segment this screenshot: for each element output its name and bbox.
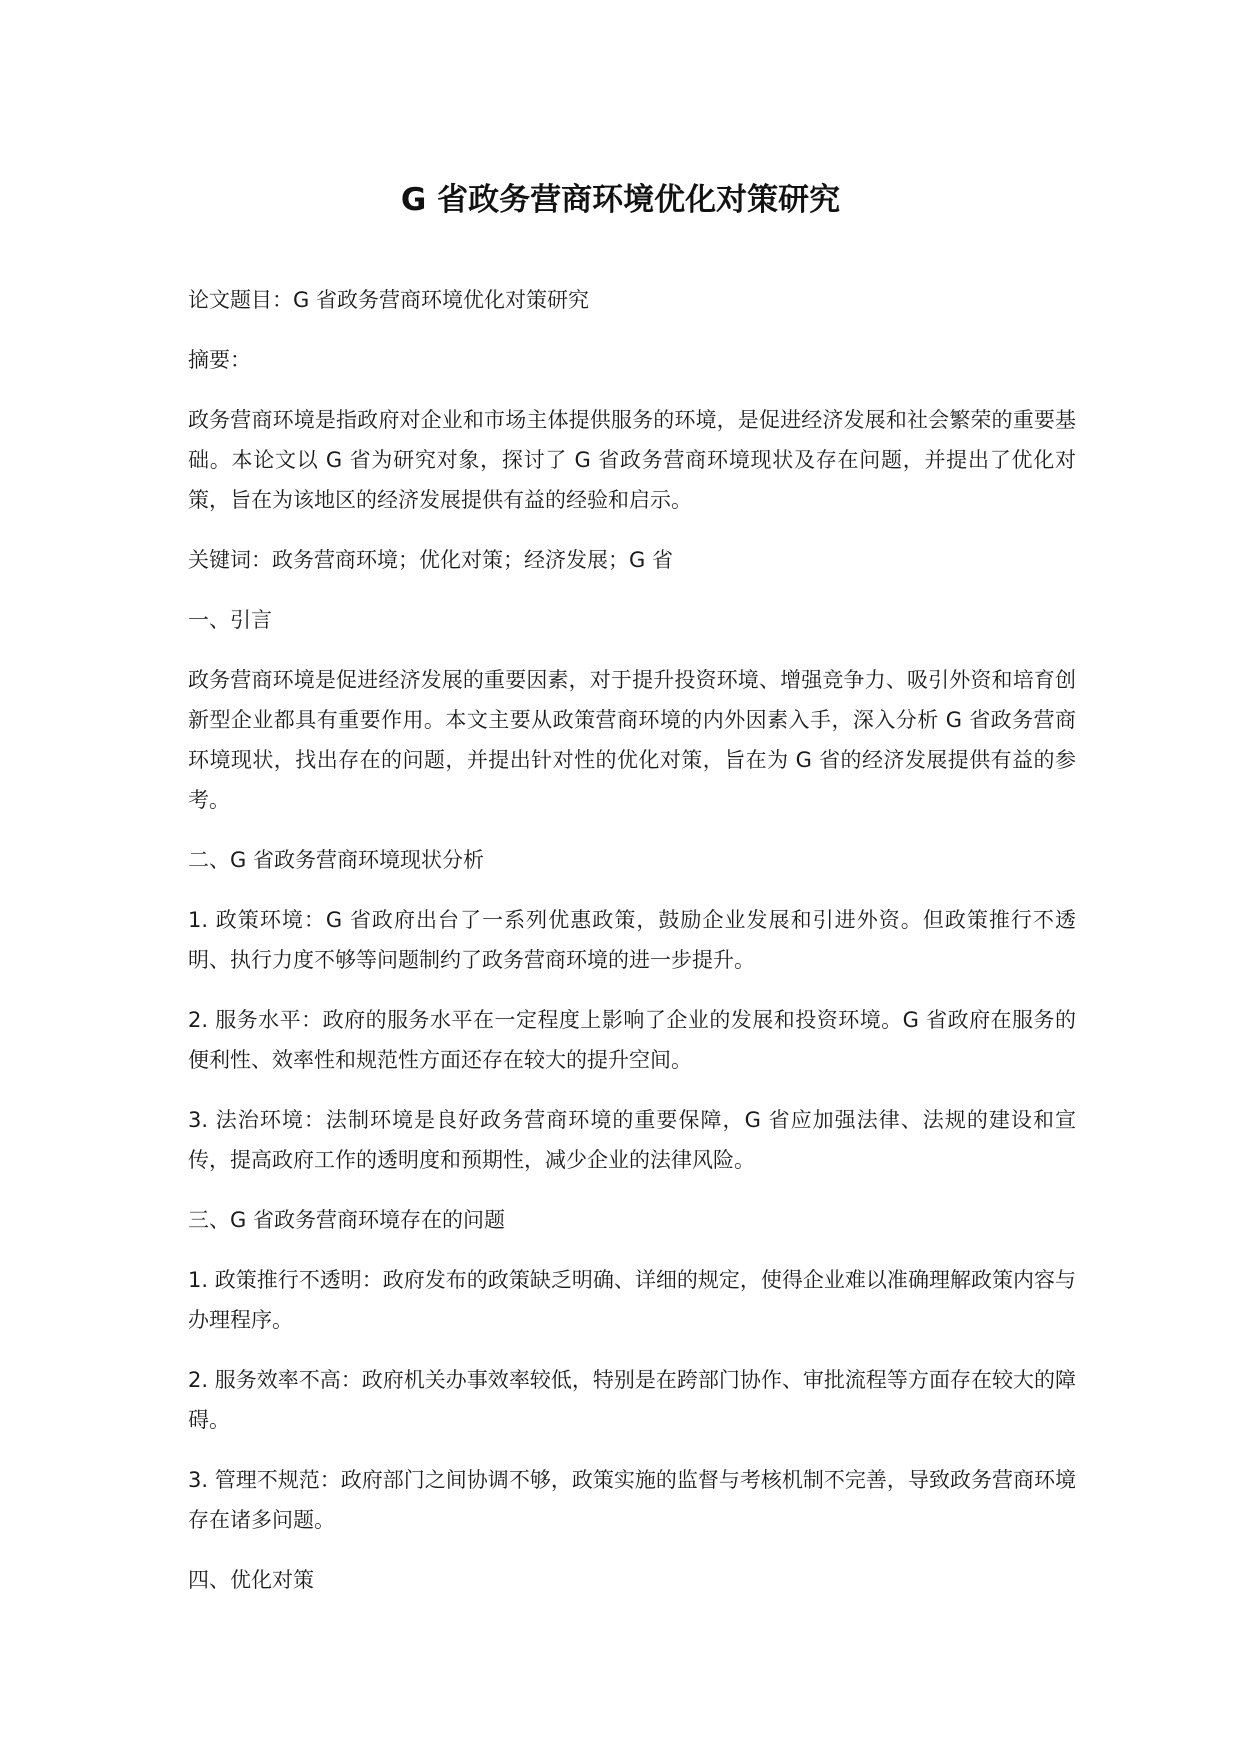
problem-item-efficiency: 2. 服务效率不高：政府机关办事效率较低，特别是在跨部门协作、审批流程等方面存在较大的障碍。 [188, 1368, 1076, 1432]
section-heading-countermeasures: 四、优化对策 [188, 1568, 314, 1592]
section-heading-introduction: 一、引言 [188, 608, 272, 632]
document-body [188, 280, 1076, 1620]
status-item-legal: 3. 法治环境：法制环境是良好政务营商环境的重要保障，G 省应加强法律、法规的建设和宣传，提高政府工作的透明度和预期性，减少企业的法律风险。 [188, 1108, 1076, 1172]
section-heading-problems: 三、G 省政务营商环境存在的问题 [188, 1208, 505, 1232]
status-item-policy: 1. 政策环境：G 省政府出台了一系列优惠政策，鼓励企业发展和引进外资。但政策推行不透明、执行力度不够等问题制约了政务营商环境的进一步提升。 [188, 908, 1076, 972]
abstract-label: 摘要： [188, 348, 251, 372]
thesis-title-line: 论文题目：G 省政务营商环境优化对策研究 [188, 288, 589, 312]
status-item-service: 2. 服务水平：政府的服务水平在一定程度上影响了企业的发展和投资环境。G 省政府在服务的便利性、效率性和规范性方面还存在较大的提升空间。 [188, 1008, 1076, 1072]
keywords-line: 关键词：政务营商环境；优化对策；经济发展；G 省 [188, 548, 673, 572]
problem-item-management: 3. 管理不规范：政府部门之间协调不够，政策实施的监督与考核机制不完善，导致政务营商环境存在诸多问题。 [188, 1468, 1076, 1532]
introduction-paragraph: 政务营商环境是促进经济发展的重要因素，对于提升投资环境、增强竞争力、吸引外资和培育创新型企业都具有重要作用。本文主要从政策营商环境的内外因素入手，深入分析 G 省政务营商环境现状，找出存在的问题，并提出针对性的优化对策，旨在为 G 省的经济发展提供有益的参考。 [188, 668, 1076, 812]
section-heading-status-analysis: 二、G 省政务营商环境现状分析 [188, 848, 484, 872]
problem-item-transparency: 1. 政策推行不透明：政府发布的政策缺乏明确、详细的规定，使得企业难以准确理解政策内容与办理程序。 [188, 1268, 1076, 1332]
document-title: G 省政务营商环境优化对策研究 [400, 182, 841, 218]
abstract-paragraph: 政务营商环境是指政府对企业和市场主体提供服务的环境，是促进经济发展和社会繁荣的重要基础。本论文以 G 省为研究对象，探讨了 G 省政务营商环境现状及存在问题，并提出了优化对策，旨在为该地区的经济发展提供有益的经验和启示。 [188, 408, 1076, 512]
